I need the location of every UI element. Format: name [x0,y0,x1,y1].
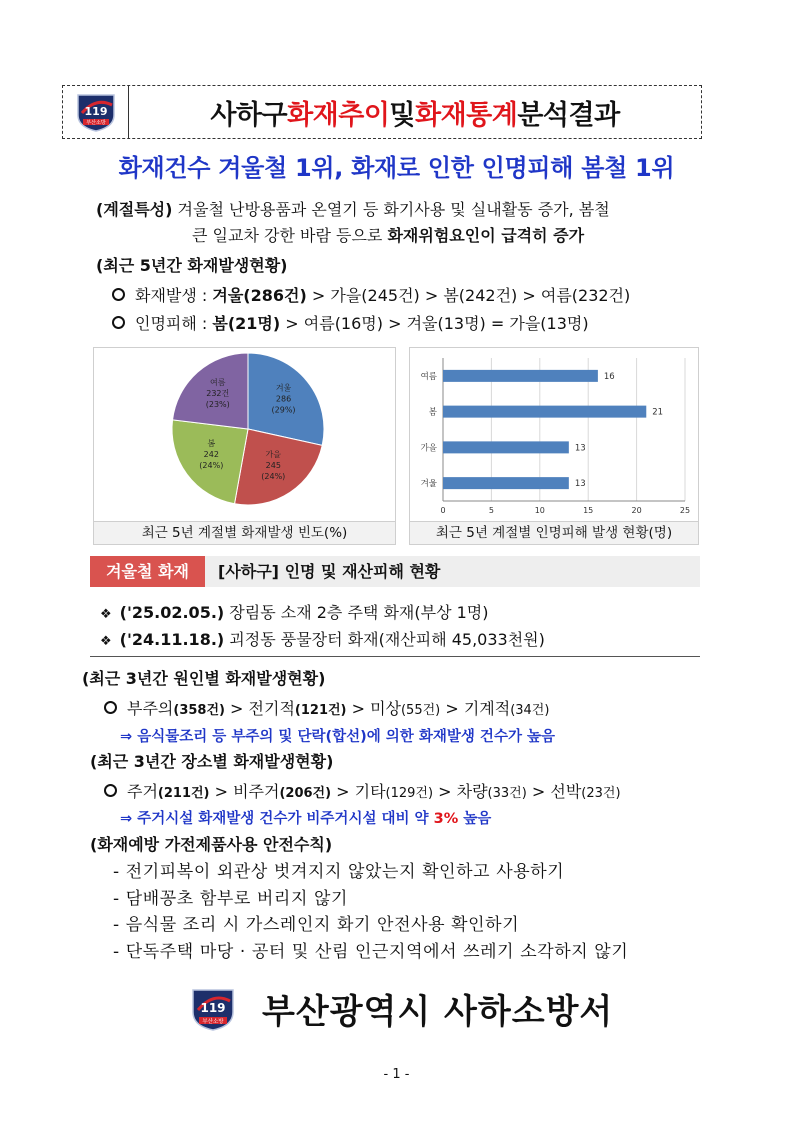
place-heading: (최근 3년간 장소별 화재발생현황) [90,752,334,771]
x-tick-label: 10 [534,506,545,515]
bar-value-label: 13 [574,479,586,490]
svg-text:119: 119 [84,105,107,118]
place-item: > 기타 [331,782,386,801]
title-part: 및 [389,99,415,131]
bar-value-label: 21 [652,407,664,418]
safety-heading: (화재예방 가전제품사용 안전수칙) [90,835,333,854]
cause-item: > 전기적 [224,699,295,718]
place-item: 주거 [127,782,158,801]
slice-pct-label: (23%) [205,399,230,409]
casualty-label: 인명피해 : [135,314,213,333]
bar-2 [443,406,646,418]
headline: 화재건수 겨울철 1위, 화재로 인한 인명피해 봄철 1위 [118,154,675,182]
fire-rest: > 가을(245건) > 봄(242건) > 여름(232건) [306,286,631,305]
incident-text: 장림동 소재 2층 주택 화재(부상 1명) [224,603,489,622]
slice-value-label: 245 [265,460,281,470]
category-label: 봄 [428,407,437,418]
season-feature-line2 [192,224,584,248]
slice-name-label: 봄 [207,439,216,449]
place-count: (33건) [487,786,527,801]
slice-name-label: 가을 [265,449,282,459]
bar-3 [443,441,569,453]
category-label: 겨울 [420,479,437,490]
x-tick-label: 20 [631,506,642,515]
title-part: 분석결과 [517,99,620,131]
cause-item: 부주의 [127,699,174,718]
bar-value-label: 16 [603,371,615,382]
place-item: > 차량 [433,782,488,801]
cause-count: (34건) [510,703,550,718]
cause-note: ⇒ 음식물조리 등 부주의 및 단락(합선)에 의한 화재발생 건수가 높음 [120,729,556,745]
footer-organization: 부산광역시 사하소방서 [262,992,614,1032]
place-note [120,807,491,828]
list-item: - 전기피복이 외관상 벗겨지지 않았는지 확인하고 사용하기 [113,862,565,882]
pie-chart-caption: 최근 5년 계절별 화재발생 빈도(%) [94,521,395,544]
bar-chart-caption: 최근 5년 계절별 인명피해 발생 현황(명) [410,521,698,544]
slice-pct-label: (24%) [261,471,286,481]
cause-count: (55건) [400,703,441,718]
season-feature-text: 큰 일교차 강한 바람 등으로 [192,226,388,245]
place-note-text: ⇒ 주거시설 화재발생 건수가 비주거시설 대비 약 [120,811,434,827]
svg-text:119: 119 [200,1001,226,1015]
title-highlight: 화재통계 [415,99,518,131]
bullet-circle-icon [112,316,125,329]
list-item: - 음식물 조리 시 가스레인지 화기 안전사용 확인하기 [113,915,520,935]
place-note-text: 높음 [458,811,492,827]
bar-chart [409,347,699,545]
safety-list [113,859,628,965]
bullet-circle-icon [104,701,117,714]
divider [90,656,700,657]
x-tick-label: 0 [440,506,446,515]
list-item [100,627,545,650]
slice-name-label: 여름 [210,377,226,387]
bar-4 [443,477,569,489]
place-note-highlight: 3% [433,811,459,827]
slice-pct-label: (24%) [199,461,224,471]
x-tick-label: 25 [679,506,691,515]
fire-department-logo [188,986,238,1032]
list-item: - 담배꽁초 함부로 버리지 않기 [113,888,349,909]
x-tick-label: 5 [488,506,494,515]
incident-text: 괴정동 풍물장터 화재(재산피해 45,033천원) [224,630,545,649]
recent5-fire-line [112,283,630,306]
casualty-top: 봄(21명) [212,314,281,333]
slice-name-label: 겨울 [275,383,292,393]
season-feature [96,198,756,222]
list-item: - 단독주택 마당 · 공터 및 산림 인근지역에서 쓰레기 소각하지 않기 [113,941,629,962]
diamond-bullet-icon: ❖ [100,634,112,649]
winter-fire-tag: 겨울철 화재 [90,556,205,587]
incident-date: ('24.11.18.) [119,630,225,649]
fire-top: 겨울(286건) [212,286,307,305]
fire-department-logo [63,86,129,138]
incident-date: ('25.02.05.) [119,603,225,622]
place-item: > 비주거 [209,782,280,801]
list-item [100,600,489,623]
bullet-circle-icon [104,784,117,797]
place-count: (206건) [279,786,332,801]
cause-line [104,696,549,719]
category-label: 여름 [420,371,437,382]
slice-value-label: 242 [203,450,219,460]
season-feature-emphasis: 화재위험요인이 급격히 증가 [387,226,585,245]
cause-item: > 미상 [346,699,401,718]
recent5-heading: (최근 5년간 화재발생현황) [96,256,288,275]
page-title [129,86,701,138]
cause-heading: (최근 3년간 원인별 화재발생현황) [82,669,326,688]
slice-value-label: 286 [275,394,292,404]
title-highlight: 화재추이 [287,99,390,131]
place-count: (23건) [581,786,621,801]
cause-count: (358건) [173,703,225,718]
winter-section-title: [사하구] 인명 및 재산피해 현황 [218,562,441,581]
logo-text: 부산소방 [85,120,106,126]
page-number: - 1 - [383,1067,410,1082]
title-box [62,85,702,139]
recent5-casualty-line [112,311,589,334]
season-feature-text: 겨울철 난방용품과 온열기 등 화기사용 및 실내활동 증가, 봄철 [172,200,610,219]
place-count: (211건) [157,786,210,801]
place-count: (129건) [385,786,434,801]
place-item: > 선박 [526,782,582,801]
cause-item: > 기계적 [440,699,511,718]
bar-value-label: 13 [574,443,586,454]
cause-count: (121건) [294,703,347,718]
x-tick-label: 15 [583,506,594,515]
logo-text: 부산소방 [202,1019,224,1025]
slice-value-label: 232건 [206,388,230,398]
casualty-rest: > 여름(16명) > 겨울(13명) = 가을(13명) [280,314,589,333]
title-part: 사하구 [210,99,288,131]
slice-pct-label: (29%) [271,405,296,415]
season-feature-label: (계절특성) [96,200,173,219]
diamond-bullet-icon: ❖ [100,607,112,622]
fire-label: 화재발생 : [135,286,213,305]
bullet-circle-icon [112,288,125,301]
place-line [104,779,621,802]
category-label: 가을 [420,443,437,454]
bar-1 [443,370,598,382]
pie-chart [93,347,396,545]
